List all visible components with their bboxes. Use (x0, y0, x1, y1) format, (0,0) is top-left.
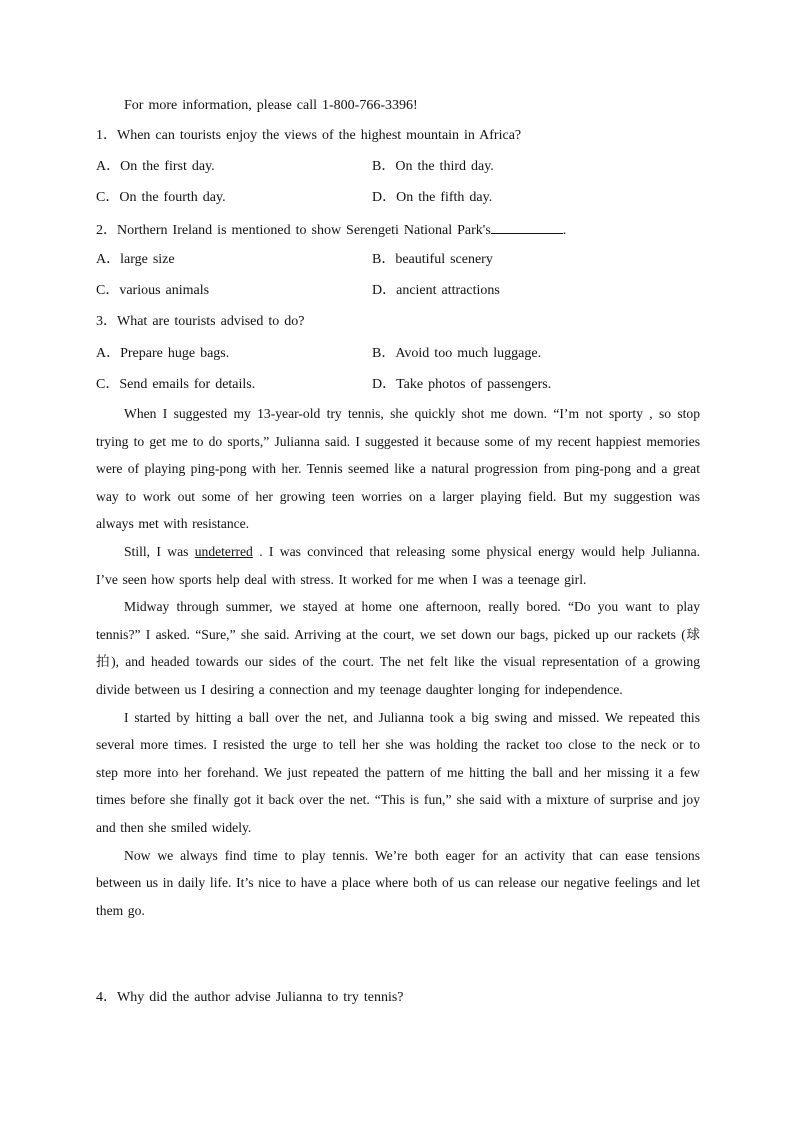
question-2-stem-end: . (562, 223, 567, 238)
paragraph-2-text-b: . I was convinced that releasing some physical energy would help Julianna. I’ve seen how sports help deal with stress. It worked for me when I was a teenage girl. (96, 543, 701, 587)
question-4-stem: 4．Why did the author advise Julianna to try tennis? (96, 990, 404, 1005)
question-3-option-c: C．Send emails for details. (96, 377, 256, 392)
passage-paragraph-3: Midway through summer, we stayed at home one afternoon, really bored. “Do you want to play tennis?” I asked. “Sure,” she said. Arriving at the court, we set down our bags, picked up our rackets (球拍), and headed towards our sides of the court. The net felt like the visual representation of a growing divide between us I desiring a connection and my teenage daughter longing for independence. (96, 599, 700, 697)
question-2-option-d: D．ancient attractions (372, 283, 500, 298)
question-2-option-b: B．beautiful scenery (372, 252, 493, 267)
question-3-option-b: B．Avoid too much luggage. (372, 346, 542, 361)
question-2-stem-line (96, 220, 566, 240)
question-3-option-a: A．Prepare huge bags. (96, 346, 230, 361)
question-1-option-c: C．On the fourth day. (96, 190, 226, 205)
question-1-stem: 1．When can tourists enjoy the views of the highest mountain in Africa? (96, 128, 522, 143)
underlined-word: undeterred (194, 543, 253, 559)
question-2-stem: 2．Northern Ireland is mentioned to show Serengeti National Park's (96, 223, 491, 238)
question-1-option-d: D．On the fifth day. (372, 190, 493, 205)
question-2-option-a: A．large size (96, 252, 175, 267)
question-1-option-b: B．On the third day. (372, 159, 494, 174)
question-1-option-a: A．On the first day. (96, 159, 215, 174)
reading-passage (96, 400, 700, 924)
passage-paragraph-2 (96, 538, 700, 593)
passage-paragraph-4: I started by hitting a ball over the net, and Julianna took a big swing and missed. We repeated this several more times. I resisted the urge to tell her she was holding the racket too close to the neck or to step more into her forehand. We just repeated the pattern of me hitting the ball and her missing it a few times before she finally got it back over the net. “This is fun,” she said with a mixture of surprise and joy and then she smiled widely. (96, 709, 700, 835)
answer-blank (491, 220, 563, 234)
passage-paragraph-5: Now we always find time to play tennis. We’re both eager for an activity that can ease tensions between us in daily life. It’s nice to have a place where both of us can release our negative feelings and let them go. (96, 847, 700, 918)
question-2-option-c: C．various animals (96, 283, 210, 298)
question-3-stem: 3．What are tourists advised to do? (96, 314, 305, 329)
passage-paragraph-1: When I suggested my 13-year-old try tennis, she quickly shot me down. “I’m not sporty , so stop trying to get me to do sports,” Julianna said. I suggested it because some of my recent happiest memories were of playing ping-pong with her. Tennis seemed like a natural progression from ping-pong and a great way to work out some of her growing teen worries on a larger playing field. But my suggestion was always met with resistance. (96, 406, 700, 532)
question-3-option-d: D．Take photos of passengers. (372, 377, 552, 392)
contact-info: For more information, please call 1-800-766-3396! (124, 98, 418, 113)
paragraph-2-text-a: Still, I was (124, 543, 195, 559)
